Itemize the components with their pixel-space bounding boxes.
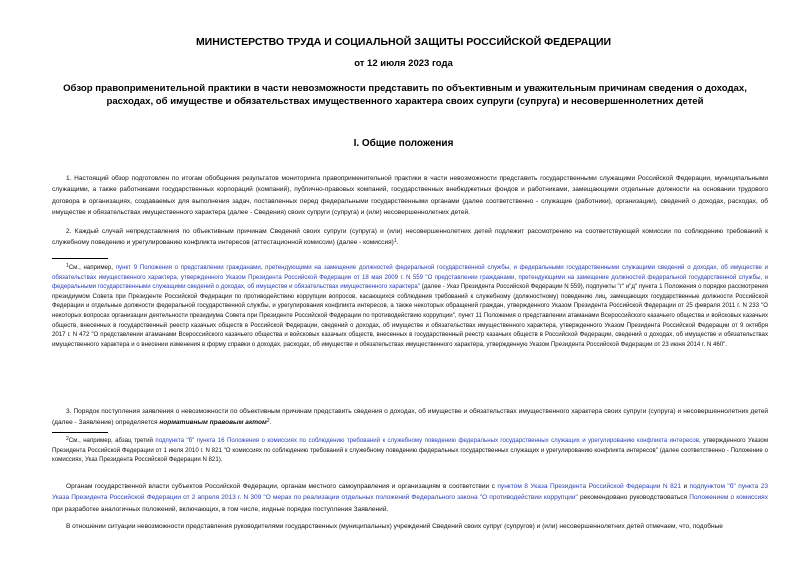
normative-act-emphasis: нормативным правовым актом — [159, 419, 267, 427]
footnote-2-link[interactable]: подпункта "б" пункта 16 Положения о комиссиях по соблюдению требований к служебному поведению федеральных государственных служащих и урегулированию конфликта интересов — [155, 437, 700, 444]
paragraph-1: 1. Настоящий обзор подготовлен по итогам обобщения результатов мониторинга правоприменительной практики в части невозможности представить государственными служащими Российской Федерации, муниципальными служащими, а также работниками государственных корпораций (компаний), публично-правовых компаний, государственных внебюджетных фондов и работниками, замещающими отдельные должности на основании трудового договора в организациях, создаваемых для выполнения задач, поставленных перед федеральными государственными органами (далее соответственно - служащие (работники), организации), сведений о доходах, расходах, об имуществе и обязательствах имущественного характера (далее - Сведения) своих супруги (супруга) и (или) несовершеннолетних детей. — [52, 175, 768, 216]
paragraph-4: Органам государственной власти субъектов Российской Федерации, органам местного самоуправления и организациям в соответствии с пунктом 8 Указа Президента Российской Федерации N 821 и подпунктом "б" пункта 23 Указа Президента Российской Федерации от 2 апреля 2013 г. N 309 "О мерах по реализации отдельных положений Федерального закона "О противодействии коррупции" рекомендовано руководствоваться Положением о комиссиях при разработке аналогичных положений, включающих, в том числе, иидные порядке поступления Заявлений. — [52, 483, 768, 513]
footnote-1: $^1$См., например, пункт 9 Положения о представлении гражданами, претендующими на замещение должностей федеральной государственной службы, и федеральными государственными служащими сведений о доходах, об имуществе и обязательствах имущественного характера, утвержденного Указом Президента Российской Федерации от 18 мая 2009 г. N 559 "О представлении гражданами, претендующими на замещение должностей федеральной государственной службы, и федеральными государственными служащими сведений о доходах, об имуществе и обязательствах имущественного характера" (далее - Указ Президента Российской Федерации N 559), подпункты "г" и"д" пункта 1 Положения о порядке рассмотрения президиумом Совета при Президенте Российской Федерации по противодействию коррупции вопросов, касающихся соблюдения требований к служебному (должностному) поведению лиц, замещающих государственные должности Российской Федерации и отдельные должности федеральной государственной службы, и урегулирования конфликта интересов, а также некоторых обращений граждан, утвержденного Указом Президента Российской Федерации от 25 февраля 2011 г. N 233 "О некоторых вопросах организации деятельности президиума Совета при Президенте Российской Федерации по противодействию коррупции", пункт 11 Положения о представлении атаманами Всероссийского казачьего общества и войсковых казачьих обществ, внесенных в государственный реестр казачьих обществ в Российской Федерации, сведений о доходах, об имуществе и обязательствах имущественного характера, утвержденного Указом Президента Российской Федерации от 9 октября 2017 г. N 472 "О представлении атаманами Всероссийского казачьего общества и войсковых казачьих обществ, внесенных в государственный реестр казачьих обществ в Российской Федерации, сведений о доходах, об имуществе и обязательствах имущественного характера и о внесении изменения в форму справки о доходах, расходах, об имуществе и обязательствах имущественного характера, утвержденную Указом Президента Российской Федерации от 23 июня 2014 г. N 460". — [52, 263, 769, 348]
footnote-2: $^2$См., например, абзац третий подпункта "б" пункта 16 Положения о комиссиях по соблюдению требований к служебному поведению федеральных государственных служащих и урегулированию конфликта интересов, утвержденного Указом Президента Российской Федерации от 1 июля 2010 г. N 821 "О комиссиях по соблюдению требований к служебному поведению федеральных государственных служащих и урегулированию конфликта интересов" (далее соответственно - Положение о комиссиях, Указ Президента Российской Федерации N 821). — [52, 436, 769, 464]
paragraph-2: 2. Каждый случай непредставления по объективным причинам Сведений своих супруги (супруга) и (или) несовершеннолетних детей подлежит рассмотрению на соответствующей комиссии по соблюдению требований к служебному поведению и урегулированию конфликта интересов (аттестационной комиссии) (далее - комиссия)$^1$. — [52, 228, 768, 247]
footnote-divider — [52, 258, 108, 259]
footnote-divider-2 — [52, 432, 108, 433]
commission-regulation-link[interactable]: Положением о комиссиях — [689, 494, 768, 502]
document-title: Обзор правоприменительной практики в части невозможности представить по объективным и уважительным причинам сведения о доходах, расходах, об имуществе и обязательствах имущественного характера своих супруги (супруга) и несовершеннолетних детей — [63, 83, 747, 107]
decree-309-link[interactable]: подпунктом "б" пункта 23 Указа Президента Российской Федерации от 2 апреля 2013 г. N 309 "О мерах по реализации отдельных положений Федерального закона "О противодействии коррупции" — [52, 483, 768, 502]
footnote-1-link[interactable]: пункт 9 Положения о представлении гражданами, претендующими на замещение должностей федеральной государственной службы, и федеральными государственными служащими сведений о доходах, об имуществе и обязательствах имущественного характера, утвержденного Указом Президента Российской Федерации от 18 мая 2009 г. N 559 "О представлении гражданами, претендующими на замещение должностей федеральной государственной службы, и федеральными государственными служащими сведений о доходах, об имуществе и обязательствах имущественного характера" — [52, 264, 769, 291]
paragraph-3: 3. Порядок поступления заявления о невозможности по объективным причинам представить сведения о доходах, об имуществе и обязательствах имущественного характера своих супруги (супруга) и несовершеннолетних детей (далее - Заявление) определяется нормативным правовым актом$^2$. — [52, 408, 768, 427]
section-heading: I. Общие положения — [353, 138, 454, 149]
ministry-name: МИНИСТЕРСТВО ТРУДА И СОЦИАЛЬНОЙ ЗАЩИТЫ РОССИЙСКОЙ ФЕДЕРАЦИИ — [195, 36, 612, 48]
footnote-ref-1[interactable]: 1 — [393, 238, 397, 245]
footnote-ref-2[interactable]: 2 — [266, 418, 270, 425]
decree-821-link[interactable]: пунктом 8 Указа Президента Российской Федерации N 821 — [497, 483, 682, 490]
document-date: от 12 июля 2023 года — [354, 58, 453, 69]
paragraph-5: В отношении ситуации невозможности представления руководителями государственных (муниципальных) учреждений Сведений своих супруг (супругов) и (или) несовершеннолетних детей отмечаем, что, подобные — [66, 523, 723, 530]
